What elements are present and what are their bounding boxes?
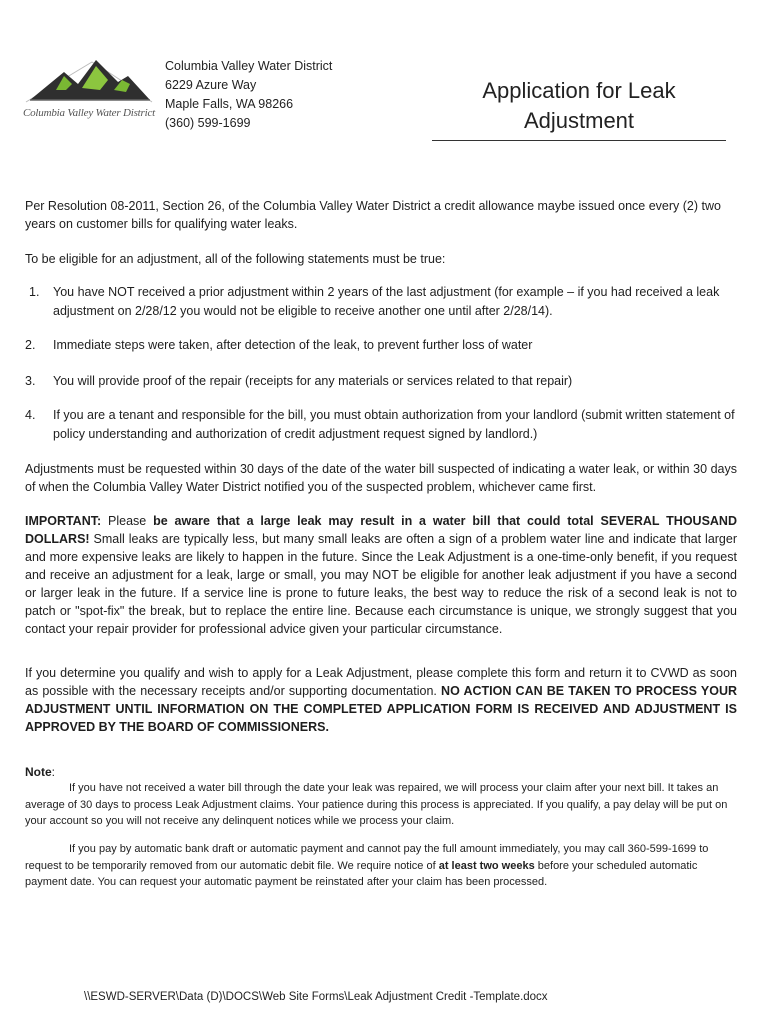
eligibility-intro: To be eligible for an adjustment, all of the following statements must be true:: [25, 252, 446, 266]
important-label: IMPORTANT:: [25, 514, 102, 528]
condition-text: You will provide proof of the repair (receipts for any materials or services related to that repair): [53, 374, 573, 388]
org-name: Columbia Valley Water District: [165, 59, 333, 73]
apply-warning: NO ACTION CAN BE TAKEN TO PROCESS YOUR ADJUSTMENT UNTIL INFORMATION ON THE COMPLETED APPLICATION FORM IS RECEIVED AND ADJUSTMENT IS APPROVED BY THE BOARD OF COMMISSIONERS.: [25, 684, 737, 734]
note-colon: :: [51, 765, 56, 779]
title-line-1: Application for Leak: [482, 78, 676, 103]
condition-text: You have NOT received a prior adjustment within 2 years of the last adjustment (for example – if you had received a leak adjustment on 2/28/12 you would not be eligible to receive another one until after 2/28/14).: [53, 285, 720, 318]
condition-item: [25, 406, 737, 444]
condition-number: 1.: [29, 285, 40, 299]
note-text-2-start: If you pay by automatic bank draft or automatic payment and cannot pay the full amount immediately, you may call 360-599-1699 to request to be temporarily removed from our automatic debit file. We require notice of: [25, 843, 709, 872]
apply-text: If you determine you qualify and wish to apply for a Leak Adjustment, please complete this form and return it to CVWD as soon as possible with the necessary receipts and/or supporting documentation.: [25, 666, 737, 698]
phone-number: (360) 599-1699: [165, 116, 251, 130]
request-window-paragraph: Adjustments must be requested within 30 days of the date of the water bill suspected of indicating a water leak, or within 30 days of when the Columbia Valley Water District notified you of the suspected problem, whichever came first.: [25, 462, 737, 494]
note-text-2-bold: at least two weeks: [438, 859, 535, 872]
condition-text: Immediate steps were taken, after detection of the leak, to prevent further loss of water: [53, 338, 533, 352]
title-line-2: Adjustment: [523, 108, 635, 133]
note-label: Note: [25, 765, 52, 779]
important-please: Please: [101, 514, 154, 528]
condition-item: [25, 336, 737, 355]
intro-paragraph: Per Resolution 08-2011, Section 26, of the Columbia Valley Water District a credit allowance maybe issued once every (2) two years on customer bills for qualifying water leaks.: [25, 199, 721, 231]
condition-item: [25, 372, 737, 391]
note-paragraph-1: [25, 780, 737, 830]
page-title: [432, 76, 726, 141]
important-paragraph: [25, 512, 737, 638]
note-text-2-end: before your scheduled automatic payment date. You can request your automatic payment be reinstated after your claim has been processed.: [25, 859, 698, 888]
condition-text: If you are a tenant and responsible for the bill, you must obtain authorization from your landlord (submit written statement of policy understanding and authorization of credit adjustment request signed by landlord.): [53, 408, 735, 441]
file-path-footer: \\ESWD-SERVER\Data (D)\DOCS\Web Site Forms\Leak Adjustment Credit -Template.docx: [84, 991, 548, 1003]
logo-text: Columbia Valley Water District: [22, 107, 155, 119]
condition-number: 2.: [25, 338, 36, 352]
street-address: 6229 Azure Way: [165, 78, 257, 92]
important-body: Small leaks are typically less, but many small leaks are often a sign of a problem water line and indicate that larger and more expensive leaks are likely to happen in the future. Since the Leak Adjustment is a one-time-only benefit, if you request and receive an adjustment for a leak, large or small, you may NOT be eligible for another leak adjustment if you have a second or larger leak in the future. If a service line is prone to future leaks, the best way to reduce the risk of a second leak is not to patch or "spot-fix" the break, but to replace the entire line. Because each circumstance is unique, we strongly suggest that you contact your repair provider for professional advice given your particular circumstance.: [25, 532, 737, 636]
note-text-1: If you have not received a water bill through the date your leak was repaired, we will process your claim after your next bill. It takes an average of 30 days to process Leak Adjustment claims. Your patience during this process is appreciated. If you qualify, a pay delay will be put on your account so you will not receive any delinquent notices while we process your claim.: [25, 782, 728, 827]
city-state-zip: Maple Falls, WA 98266: [165, 97, 294, 111]
district-address: [165, 57, 332, 133]
note-paragraph-2: [25, 841, 737, 891]
important-warning: be aware that a large leak may result in a water bill that could total SEVERAL THOUSAND DOLLARS!: [25, 514, 737, 546]
condition-number: 4.: [25, 408, 36, 422]
condition-number: 3.: [25, 374, 36, 388]
district-logo: [22, 50, 156, 128]
apply-paragraph: [25, 664, 737, 736]
note-heading: [25, 763, 737, 781]
mountain-logo-icon: [22, 50, 156, 106]
condition-item: [25, 283, 737, 321]
